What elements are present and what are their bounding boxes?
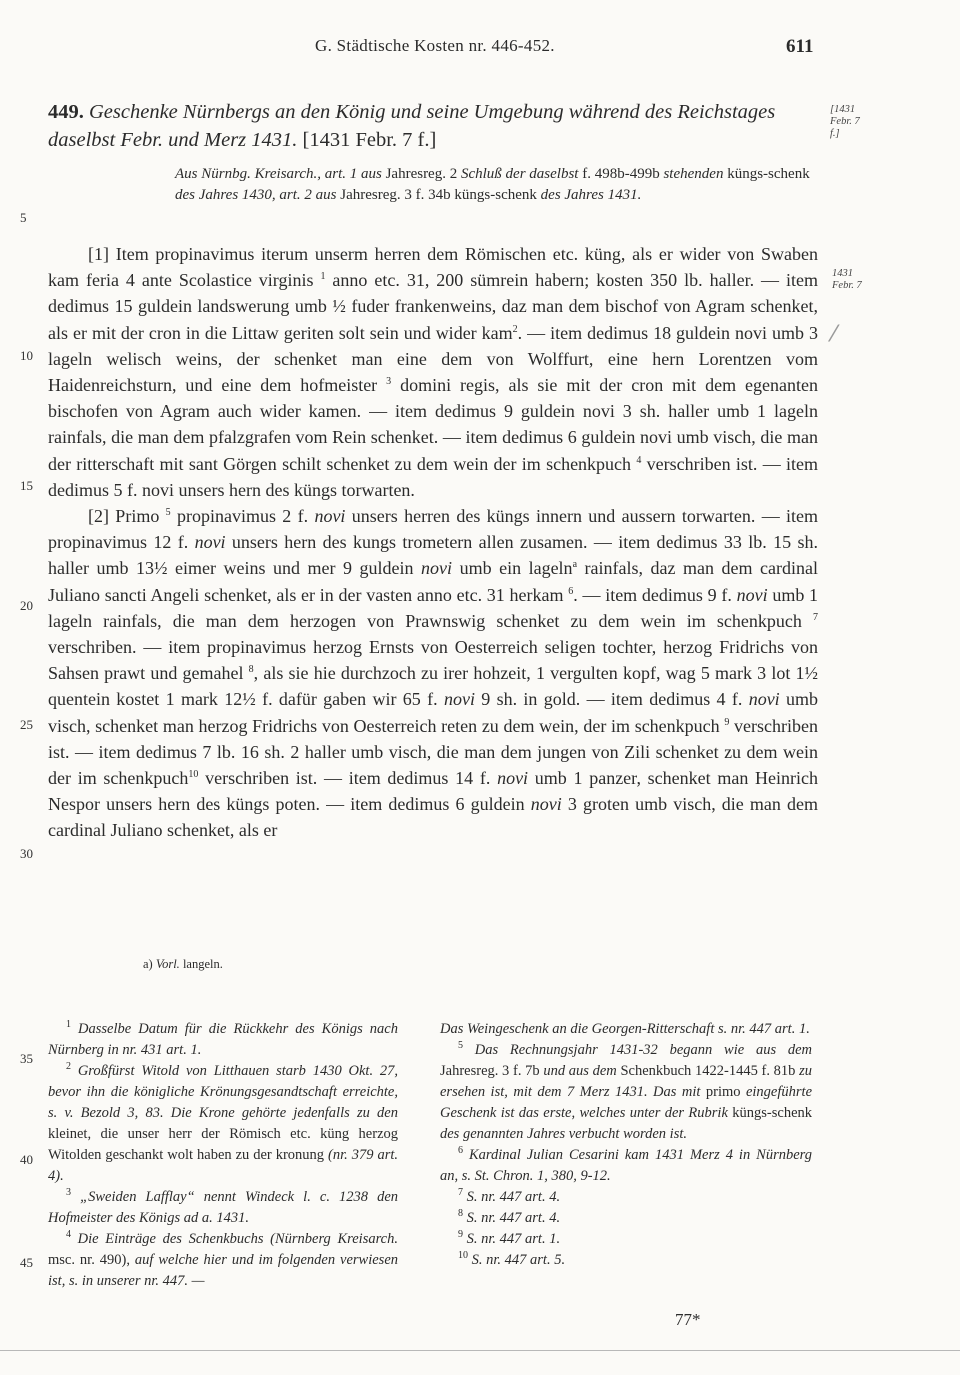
p2-text-g: . — item dedimus 9 f. (573, 584, 732, 605)
source-part4: f. 498b-499b (582, 166, 660, 182)
section-heading (48, 98, 818, 154)
p2-text-m: verschriben ist. — item dedimus 7 lb. 16 sh. 2 haller umb visch, die man dem jungen von Zili schenket zu dem wein der im schenkpuch (48, 715, 819, 789)
p2-text-o: umb 1 panzer, schenket man Heinrich Nespor unsers hern des küngs poten. — item dedimus 6 guldein (48, 768, 819, 815)
footnote (48, 1229, 398, 1292)
footnote-text: S. nr. 447 art. 4. (466, 1189, 561, 1205)
p1-text-d: domini regis, als sie mit der cron mit dem egenanten bischofen von Agram auch wider kamen. — item dedimus 9 guldein novi 3 sh. haller umb 1 lageln rainfals, die man dem pfalzgrafen vom Rein schenket. — item dedimus 6 guldein novi umb visch, die man der ritterschaft mit sant Görgen schilt schenket zu dem wein der im schenkpuch (48, 375, 819, 474)
note-mark-7: 7 (813, 611, 818, 623)
footnote-quote: msc. nr. 490), (48, 1252, 130, 1268)
novi-word: novi (736, 584, 768, 605)
p2-text-e: umb ein lageln (459, 558, 573, 579)
novi-word: novi (497, 768, 529, 789)
footnote (440, 1250, 812, 1271)
line-number: 25 (20, 717, 33, 732)
footnotes-left-column (48, 1019, 398, 1292)
p2-text-h: umb 1 lageln rainfals, die man dem herzogen von Prawnswig schenket zu dem wein im schenkpuch (48, 584, 819, 631)
source-part5: stehenden (663, 166, 724, 182)
novi-word: novi (530, 794, 562, 815)
footnote-text: S. nr. 447 art. 4. (466, 1210, 561, 1226)
footnote-text: „Sweiden Lafflay“ nennt Windeck l. c. 1238 den Hofmeister des Königs ad a. 1431. (48, 1189, 399, 1226)
note-mark-2: 2 (512, 323, 518, 335)
footnote-roman: Jahresreg. 3 f. 7b (440, 1063, 540, 1079)
footnote-number: 2 (66, 1061, 71, 1073)
note-mark-10: 10 (188, 769, 199, 781)
p2-text-p: 3 groten umb visch, die man dem cardinal Juliano schenket, als er (48, 794, 819, 841)
p2-text-d: unsers hern des kungs trometern allen zusamen. — item dedimus 33 lb. 15 sh. haller umb 13½ eimer weins und mer 9 guldein (48, 532, 818, 579)
novi-word: novi (748, 689, 780, 710)
note-mark-6: 6 (568, 585, 574, 597)
footnote-text: Kardinal Julian Cesarini kam 1431 Merz 4 in Nürnberg an, s. St. Chron. 1, 380, 9-12. (440, 1147, 813, 1184)
p1-text-e: verschriben ist. — item dedimus 5 f. novi unsers hern des küngs torwarten. (48, 453, 818, 500)
footnote-continuation (440, 1019, 812, 1040)
footnote-text: zu ersehen ist, mit dem 7 Merz 1431. Das mit (440, 1063, 812, 1100)
line-number: 15 (20, 478, 33, 493)
running-head-title: G. Städtische Kosten nr. 446-452. (315, 36, 555, 55)
footnote-roman: primo (705, 1084, 741, 1100)
section-date: [1431 Febr. 7 f.] (302, 129, 437, 151)
p2-text-l: umb visch, schenket man herzog Fridrichs von Oesterreich reten zu dem wein, der im schenkpuch (48, 689, 819, 736)
footnote-roman: küngs-schenk (732, 1105, 813, 1121)
p2-text-b: propinavimus 2 f. (176, 506, 309, 527)
p1-text-b: anno etc. 31, 200 sümrein habern; kosten 350 lb. haller. — item dedimus 15 guldein landswerung umb ½ fuder frankenweins, daz man dem bischof von Agram schenket, als er mit der cron in die Littaw geriten solt sein und wider kam (48, 270, 819, 343)
source-part6: küngs-schenk (727, 166, 810, 182)
page-number: 611 (786, 36, 814, 57)
p2-text-a: [2] Primo (88, 506, 160, 527)
footnote-text: S. nr. 447 art. 5. (471, 1252, 566, 1268)
footnote-text: Großfürst Witold von Litthauen starb 1430 Okt. 27, bevor ihn die königliche Krönungsgesandtschaft erreichte, s. v. Bezold 3, 83. Die Krone gehörte jedenfalls zu den (48, 1063, 398, 1121)
note-mark-1: 1 (320, 271, 326, 283)
line-number: 5 (20, 210, 27, 225)
footnote (440, 1040, 812, 1145)
running-head (0, 36, 960, 60)
source-part9: des Jahres 1431. (540, 187, 642, 203)
signature-mark: 77* (675, 1310, 701, 1329)
source-part8: Jahresreg. 3 f. 34b küngs-schenk (340, 187, 537, 203)
line-number: 10 (20, 348, 33, 363)
textual-note-reading: langeln. (182, 957, 223, 971)
note-mark-3: 3 (386, 376, 392, 388)
line-number: 30 (20, 846, 33, 861)
footnote (440, 1145, 812, 1187)
note-mark-5: 5 (165, 507, 171, 519)
novi-word: novi (314, 506, 346, 527)
paragraph-2 (48, 503, 818, 844)
pencil-mark-icon: ⁄ (832, 322, 836, 347)
footnote-roman: Schenkbuch 1422-1445 f. 81b (620, 1063, 796, 1079)
p2-text-i: verschriben. — item propinavimus herzog Ernsts von Oesterreich seligen tochter, herzog Fridrichs von Sahsen prawt und gemahel (48, 637, 818, 684)
line-number: 35 (20, 1051, 33, 1066)
line-number: 20 (20, 598, 33, 613)
footnote-number: 9 (458, 1229, 463, 1241)
note-mark-4: 4 (636, 454, 642, 466)
source-part3: Schluß der daselbst (460, 166, 579, 182)
footnote-text: des genannten Jahres verbucht worden ist. (440, 1126, 687, 1142)
footnotes-right-column (440, 1019, 812, 1271)
footnote-number: 1 (66, 1019, 71, 1031)
footnote-text: Das Rechnungsjahr 1431-32 begann wie aus dem (474, 1042, 813, 1058)
footnote (440, 1229, 812, 1250)
p2-text-j: , als sie hie durchzoch zu irer hohzeit, 1 vergulten kopf, wag 5 mark 3 lot 1½ quentein kostet 1 mark 12½ f. dafür gaben wir 65 f. (48, 663, 819, 710)
footnote-text: und aus dem (543, 1063, 617, 1079)
section-number: 449. (48, 101, 84, 123)
footnote-text: Das Weingeschenk an die Georgen-Ritterschaft s. nr. 447 art. 1. (440, 1021, 810, 1037)
footnote-number: 10 (458, 1250, 468, 1262)
footnote-text: S. nr. 447 art. 1. (466, 1231, 561, 1247)
source-note (175, 164, 825, 206)
footnote (440, 1187, 812, 1208)
footnote (440, 1208, 812, 1229)
textual-note-text: Vorl. (155, 957, 180, 971)
p1-text: [1] Item propinavimus iterum unserm herren dem Römischen etc. küng, als er wider von Swaben kam feria 4 ante Scolastice virginis (48, 244, 818, 291)
novi-word: novi (421, 558, 453, 579)
margin-note-item1: 1431 Febr. 7 (832, 268, 862, 291)
footnote-number: 4 (66, 1229, 71, 1241)
textual-note-label: a) (143, 957, 153, 971)
footnote-quote: kleinet, die unser herr der Römisch etc. küng herzog Witolden geschankt wolt haben zu der kronung (48, 1126, 398, 1163)
p2-text-f: rainfals, daz man dem cardinal Juliano sancti Angeli schenket, als er in der vasten anno etc. 31 herkam (48, 558, 818, 605)
p2-text-c: unsers herren des küngs innern und aussern torwarten. — item propinavimus 12 f. (48, 506, 819, 553)
source-part2: Jahresreg. 2 (385, 166, 458, 182)
line-number: 40 (20, 1152, 33, 1167)
line-number: 45 (20, 1255, 33, 1270)
paragraph-1 (48, 241, 818, 503)
p2-text-n: verschriben ist. — item dedimus 14 f. (205, 768, 491, 789)
footnote-tail: (nr. 379 art. 4). (48, 1147, 398, 1184)
footnote-number: 8 (458, 1208, 463, 1220)
footnote-tail: auf welche hier und im folgenden verwiesen ist, s. in unserer nr. 447. — (48, 1252, 399, 1289)
footnote-number: 3 (66, 1187, 71, 1199)
novi-word: novi (194, 532, 226, 553)
footnote (48, 1187, 398, 1229)
footnote-number: 7 (458, 1187, 463, 1199)
source-part1: Aus Nürnbg. Kreisarch., art. 1 aus (175, 166, 382, 182)
bottom-rule (0, 1350, 960, 1351)
p1-text-c: . — item dedimus 18 guldein novi umb 3 lageln welisch weins, der schenket man eine dem von Wolffurt, eine hern Lorentzen vom Haidenreichsturn, und eine dem hofmeister (48, 322, 818, 396)
p2-text-k: 9 sh. in gold. — item dedimus 4 f. (481, 689, 743, 710)
footnote (48, 1019, 398, 1061)
textual-mark-a: a (572, 559, 578, 571)
textual-apparatus (143, 957, 223, 972)
note-mark-9: 9 (724, 716, 730, 728)
footnote-number: 5 (458, 1040, 463, 1052)
footnote-text: Dasselbe Datum für die Rückkehr des Königs nach Nürnberg in nr. 431 art. 1. (48, 1021, 398, 1058)
margin-note-heading: [1431 Febr. 7 f.] (830, 104, 860, 139)
note-mark-8: 8 (248, 664, 254, 676)
main-text (48, 241, 818, 844)
footnote (48, 1061, 398, 1187)
footnote-number: 6 (458, 1145, 463, 1157)
section-title: Geschenke Nürnbergs an den König und seine Umgebung während des Reichstages daselbst Febr. und Merz 1431. (48, 101, 776, 151)
footnote-text: Die Einträge des Schenkbuchs (Nürnberg Kreisarch. (77, 1231, 398, 1247)
source-part7: des Jahres 1430, art. 2 aus (175, 187, 337, 203)
footnote-text: eingeführte Geschenk ist das erste, welches unter der Rubrik (440, 1084, 813, 1121)
novi-word: novi (443, 689, 475, 710)
